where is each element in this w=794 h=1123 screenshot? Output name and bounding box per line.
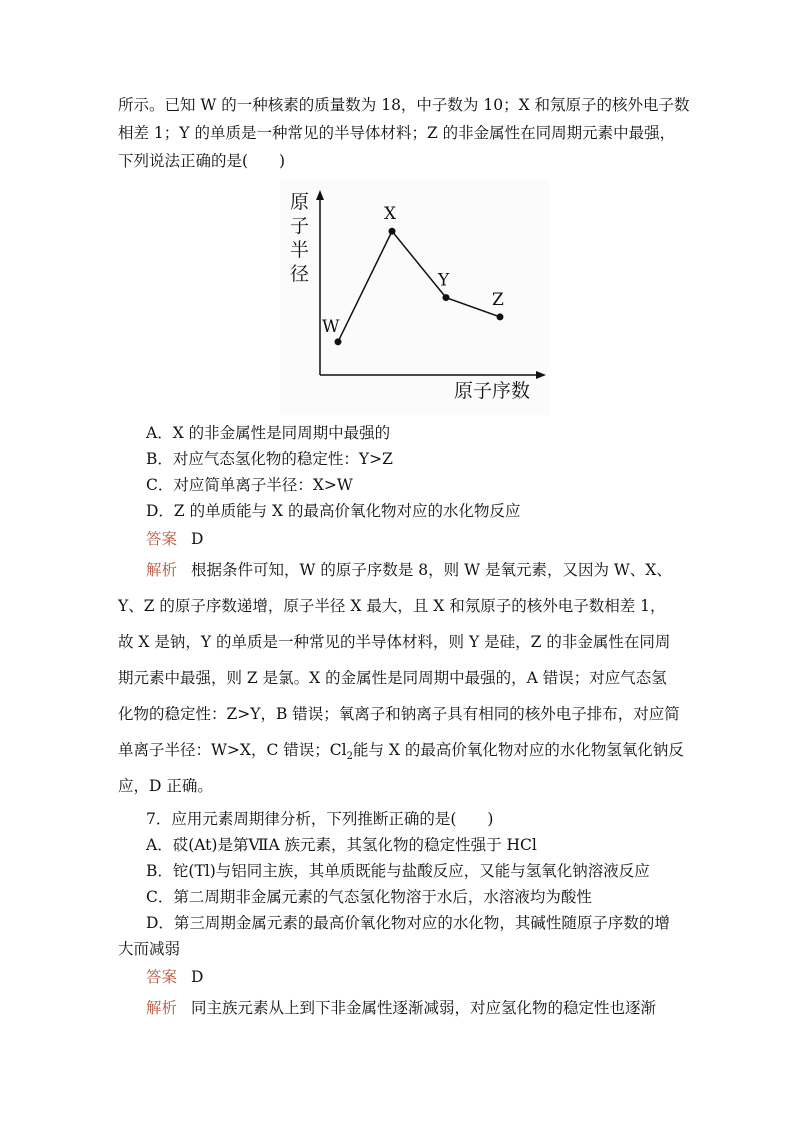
analysis-tag: 解析 <box>146 999 178 1017</box>
data-point-z <box>497 313 504 320</box>
intro-line-3: 下列说法正确的是( ) <box>118 152 286 170</box>
q7-option-a: A．砹(At)是第ⅦA 族元素，其氢化物的稳定性强于 HCl <box>146 836 537 854</box>
analysis-tag: 解析 <box>146 561 178 579</box>
y-axis-label-char: 子 <box>290 215 310 237</box>
q6-analysis-line-4: 期元素中最强，则 Z 是氯。X 的金属性是同周期中最强的，A 错误；对应气态氢 <box>118 669 667 687</box>
q6-option-c: C．对应简单离子半径：X>W <box>146 476 353 494</box>
data-point-x <box>389 228 396 235</box>
q7-stem: 7．应用元素周期律分析，下列推断正确的是( ) <box>146 810 494 828</box>
q7-analysis-line-1 <box>146 990 656 1026</box>
data-point-y <box>443 294 450 301</box>
cl-subscript: 2 <box>346 751 353 763</box>
q6-analysis-line-3: 故 X 是钠，Y 的单质是一种常见的半导体材料，则 Y 是硅，Z 的非金属性在同周 <box>118 633 671 651</box>
q6-analysis-line-7: 应，D 正确。 <box>118 777 213 795</box>
answer-value: D <box>191 530 204 548</box>
q6-option-a: A．X 的非金属性是同周期中最强的 <box>146 424 391 442</box>
q7-option-d-cont: 大而减弱 <box>118 940 181 958</box>
x-axis-label: 原子序数 <box>454 380 531 402</box>
data-point-w <box>335 338 342 345</box>
answer-value: D <box>191 968 204 986</box>
analysis-text-a: 单离子半径：W>X，C 错误；Cl <box>118 741 347 759</box>
y-axis-label-char: 原 <box>290 191 310 213</box>
data-label-z: Z <box>492 289 504 310</box>
q6-analysis-line-2: Y、Z 的原子序数递增，原子半径 X 最大，且 X 和氖原子的核外电子数相差 1， <box>118 597 666 615</box>
y-axis-label-char: 径 <box>290 263 310 285</box>
q7-option-d: D．第三周期金属元素的最高价氧化物对应的水化物，其碱性随原子序数的增 <box>146 914 670 932</box>
intro-line-2: 相差 1；Y 的单质是一种常见的半导体材料；Z 的非金属性在同周期元素中最强， <box>118 124 676 142</box>
data-label-w: W <box>322 316 340 337</box>
analysis-text: 根据条件可知，W 的原子序数是 8，则 W 是氧元素，又因为 W、X、 <box>191 561 672 579</box>
q7-option-b: B．铊(Tl)与铝同主族，其单质既能与盐酸反应，又能与氢氧化钠溶液反应 <box>146 862 650 880</box>
q6-analysis-line-5: 化物的稳定性：Z>Y，B 错误；氧离子和钠离子具有相同的核外电子排布，对应简 <box>118 705 680 723</box>
q6-option-b: B．对应气态氢化物的稳定性：Y>Z <box>146 450 393 468</box>
answer-tag: 答案 <box>146 968 178 986</box>
analysis-text: 同主族元素从上到下非金属性逐渐减弱，对应氢化物的稳定性也逐渐 <box>191 999 657 1017</box>
q6-analysis-line-1 <box>146 552 672 588</box>
data-label-y: Y <box>438 270 450 291</box>
y-axis-label-char: 半 <box>290 239 310 261</box>
analysis-text-b: 能与 X 的最高价氧化物对应的水化物氢氧化钠反 <box>352 741 684 759</box>
atomic-radius-chart <box>280 180 550 415</box>
q6-answer <box>146 526 203 552</box>
q7-option-c: C．第二周期非金属元素的气态氢化物溶于水后，水溶液均为酸性 <box>146 888 592 906</box>
q7-answer <box>146 964 203 990</box>
intro-line-1: 所示。已知 W 的一种核素的质量数为 18，中子数为 10；X 和氖原子的核外电子数 <box>118 96 690 114</box>
data-label-x: X <box>384 204 397 225</box>
answer-tag: 答案 <box>146 530 178 548</box>
q6-option-d: D．Z 的单质能与 X 的最高价氧化物对应的水化物反应 <box>146 502 521 520</box>
